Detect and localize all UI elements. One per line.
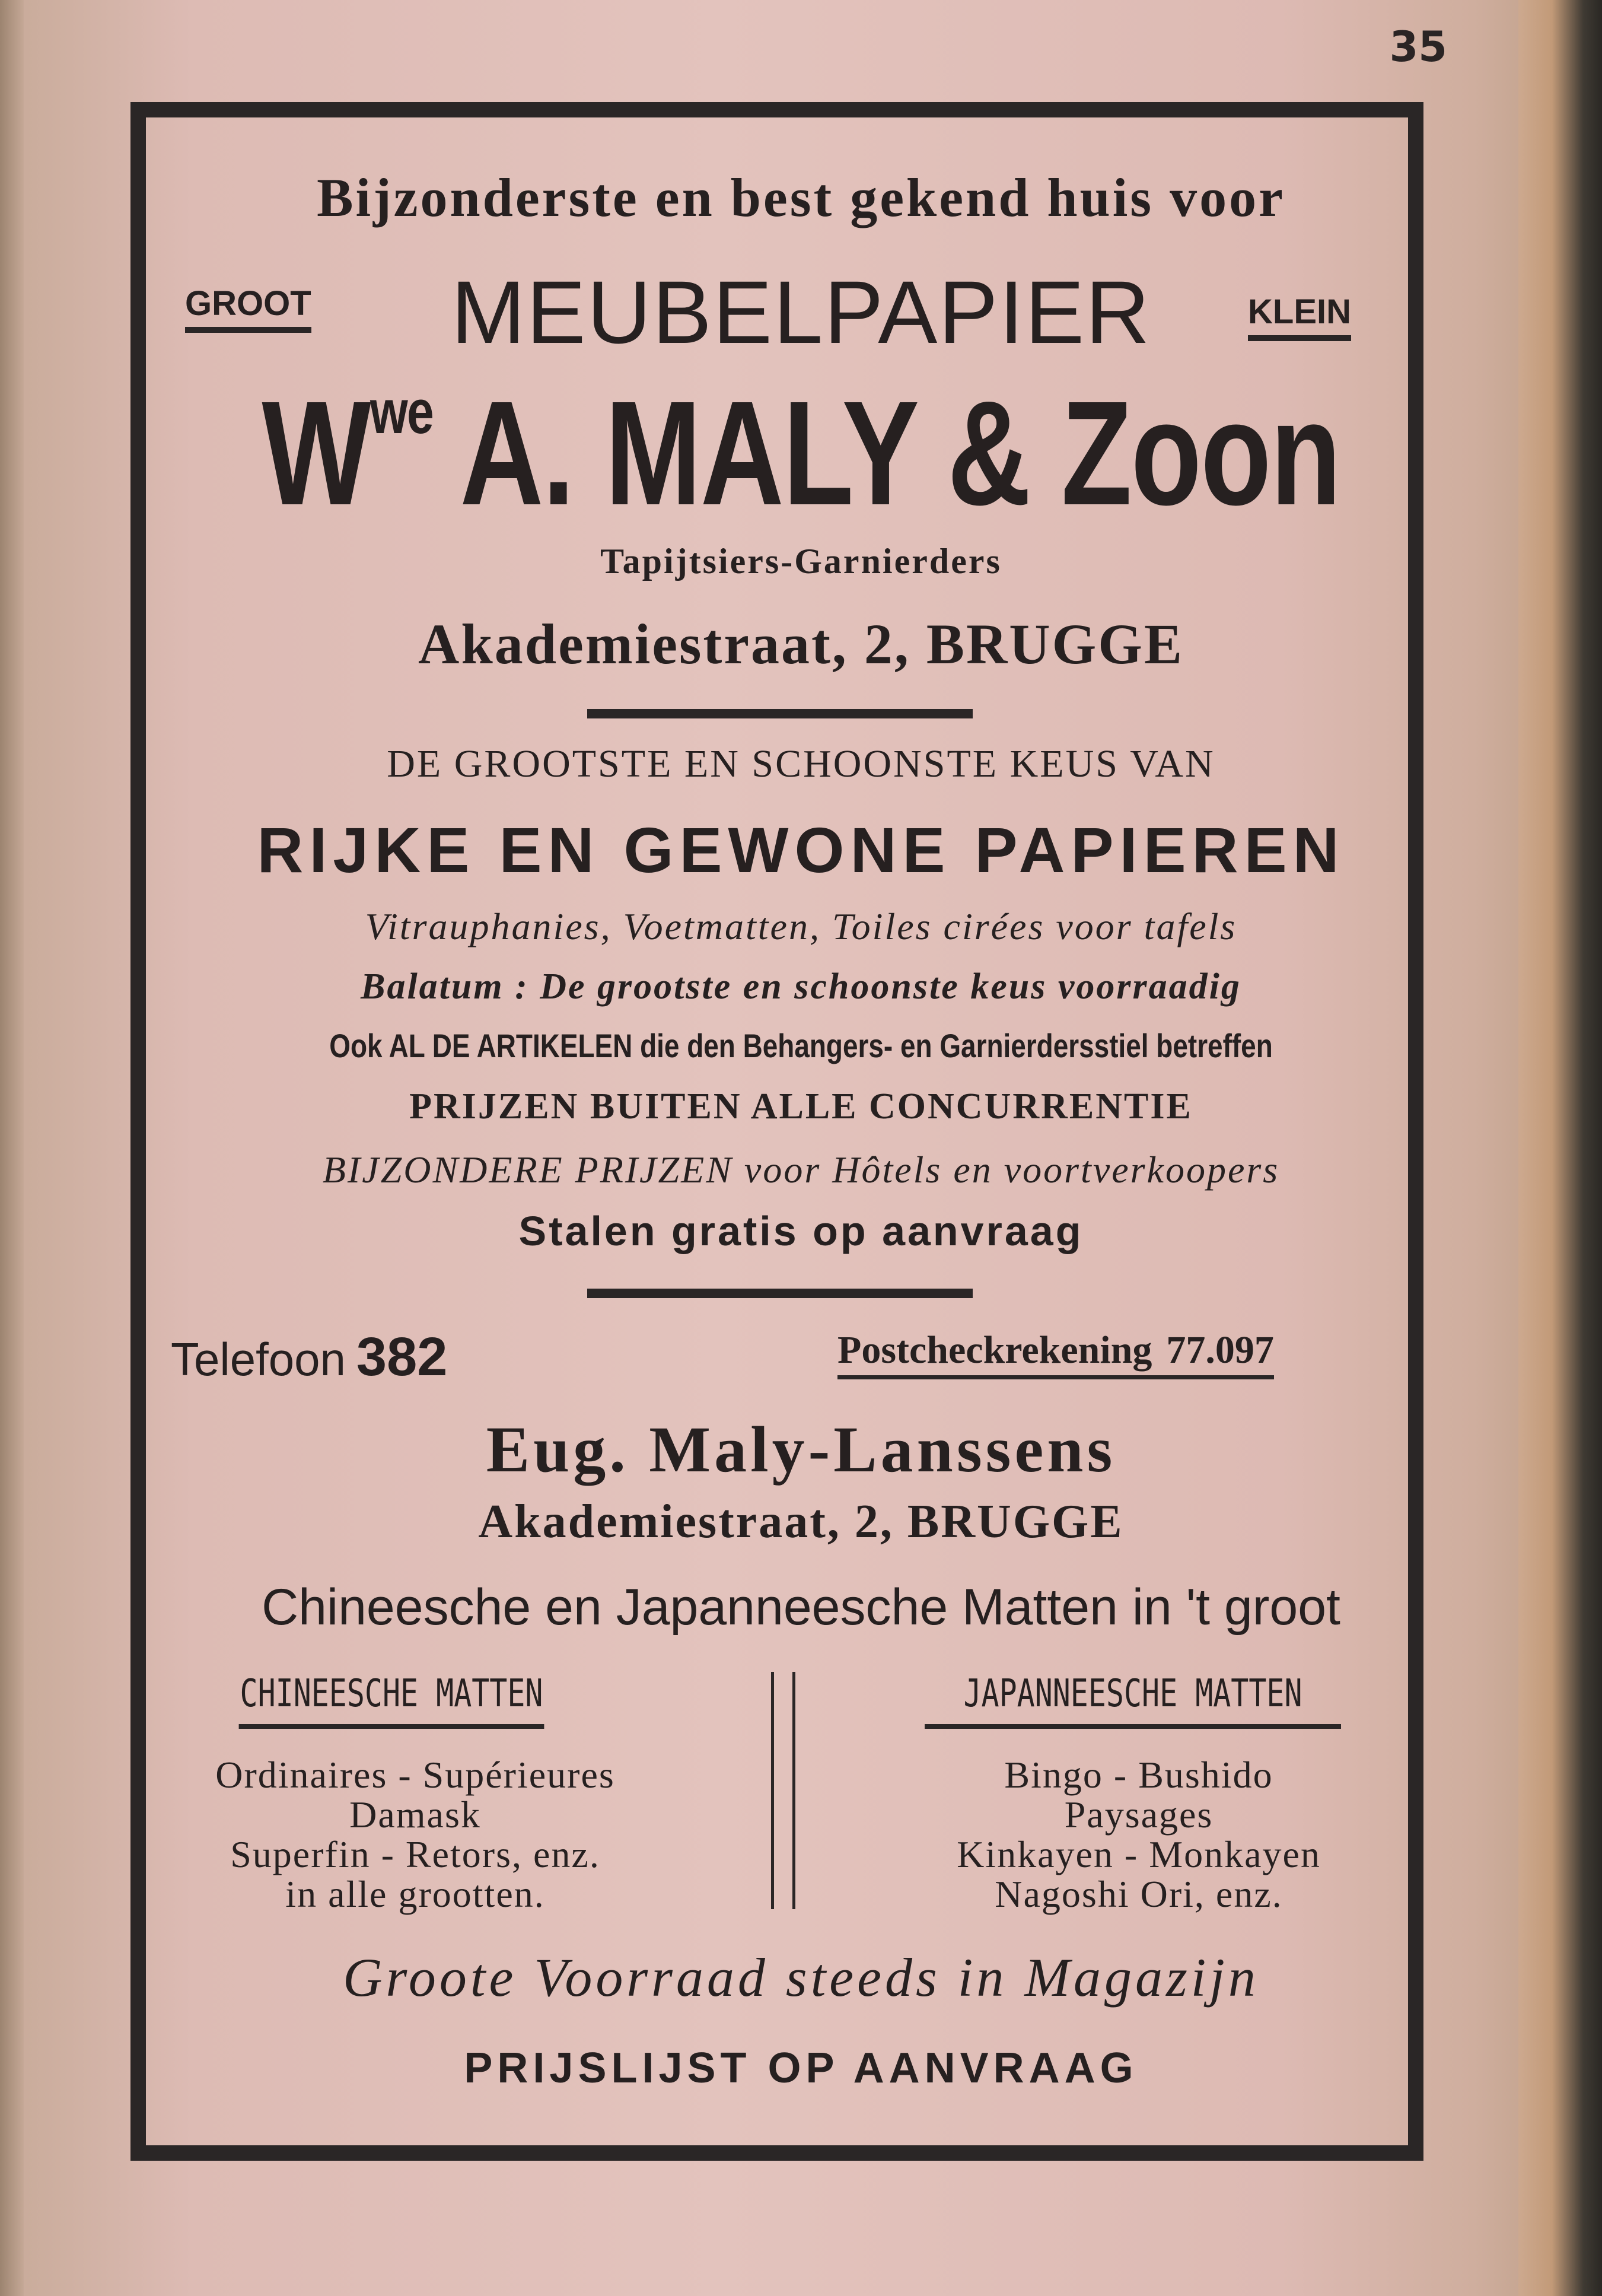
offer-line: Ook AL DE ARTIKELEN die den Behangers- en Garnierdersstiel betreffen [329, 1027, 1273, 1064]
column-heading-japanese: JAPANNEESCHE MATTEN [925, 1672, 1341, 1729]
company-prefix-superscript: we [370, 377, 434, 447]
company-main-name: A. MALY & Zoon [460, 370, 1340, 536]
postcheck-label: Postcheckrekening [837, 1328, 1152, 1372]
second-company-name: Eug. Maly-Lanssens [486, 1413, 1116, 1486]
offer-line: Vitrauphanies, Voetmatten, Toiles cirées voor tafels [365, 905, 1237, 947]
company-name [176, 368, 1426, 538]
offer-line: Stalen gratis op aanvraag [518, 1208, 1084, 1254]
list-item: Bingo - Bushido [1004, 1754, 1273, 1796]
divider-rule [587, 709, 973, 718]
offer-line: BIJZONDERE PRIJZEN voor Hôtels en voortverkoopers [322, 1149, 1280, 1191]
second-company-address: Akademiestraat, 2, BRUGGE [478, 1496, 1124, 1548]
divider-rule [587, 1289, 973, 1298]
telephone-label: Telefoon [171, 1333, 346, 1385]
page-number: 35 [1389, 23, 1447, 71]
company-trade: Tapijtsiers-Garnierders [600, 542, 1002, 581]
klein-tag: KLEIN [1248, 292, 1351, 341]
offer-intro: DE GROOTSTE EN SCHOONSTE KEUS VAN [387, 742, 1215, 786]
postcheck-account [837, 1328, 1274, 1379]
list-item: Kinkayen - Monkayen [957, 1833, 1321, 1875]
tagline: Bijzonderste en best gekend huis voor [317, 167, 1285, 228]
column-heading-chinese: CHINEESCHE MATTEN [239, 1672, 544, 1729]
list-item: Damask [349, 1793, 481, 1836]
pricelist-notice: PRIJSLIJST OP AANVRAAG [464, 2044, 1138, 2092]
list-item: Superfin - Retors, enz. [230, 1833, 600, 1875]
column-divider [771, 1672, 774, 1909]
telephone [171, 1326, 447, 1388]
postcheck-number: 77.097 [1166, 1328, 1274, 1372]
list-item: Nagoshi Ori, enz. [995, 1873, 1283, 1915]
list-item: Ordinaires - Supérieures [215, 1754, 615, 1796]
company-prefix: W [262, 370, 370, 536]
offer-line: PRIJZEN BUITEN ALLE CONCURRENTIE [409, 1086, 1193, 1127]
product-heading: MEUBELPAPIER [451, 262, 1151, 362]
company-address: Akademiestraat, 2, BRUGGE [418, 612, 1184, 676]
list-item: in alle grootten. [285, 1873, 545, 1915]
second-company-specialty: Chineesche en Japanneesche Matten in 't groot [262, 1579, 1340, 1636]
list-item: Paysages [1064, 1793, 1214, 1836]
offer-line: Balatum : De grootste en schoonste keus voorraadig [361, 966, 1241, 1007]
stock-notice: Groote Voorraad steeds in Magazijn [343, 1947, 1259, 2008]
column-divider [792, 1672, 795, 1909]
offer-headline: RIJKE EN GEWONE PAPIEREN [257, 814, 1345, 886]
groot-tag: GROOT [185, 284, 311, 333]
telephone-number: 382 [356, 1327, 448, 1387]
